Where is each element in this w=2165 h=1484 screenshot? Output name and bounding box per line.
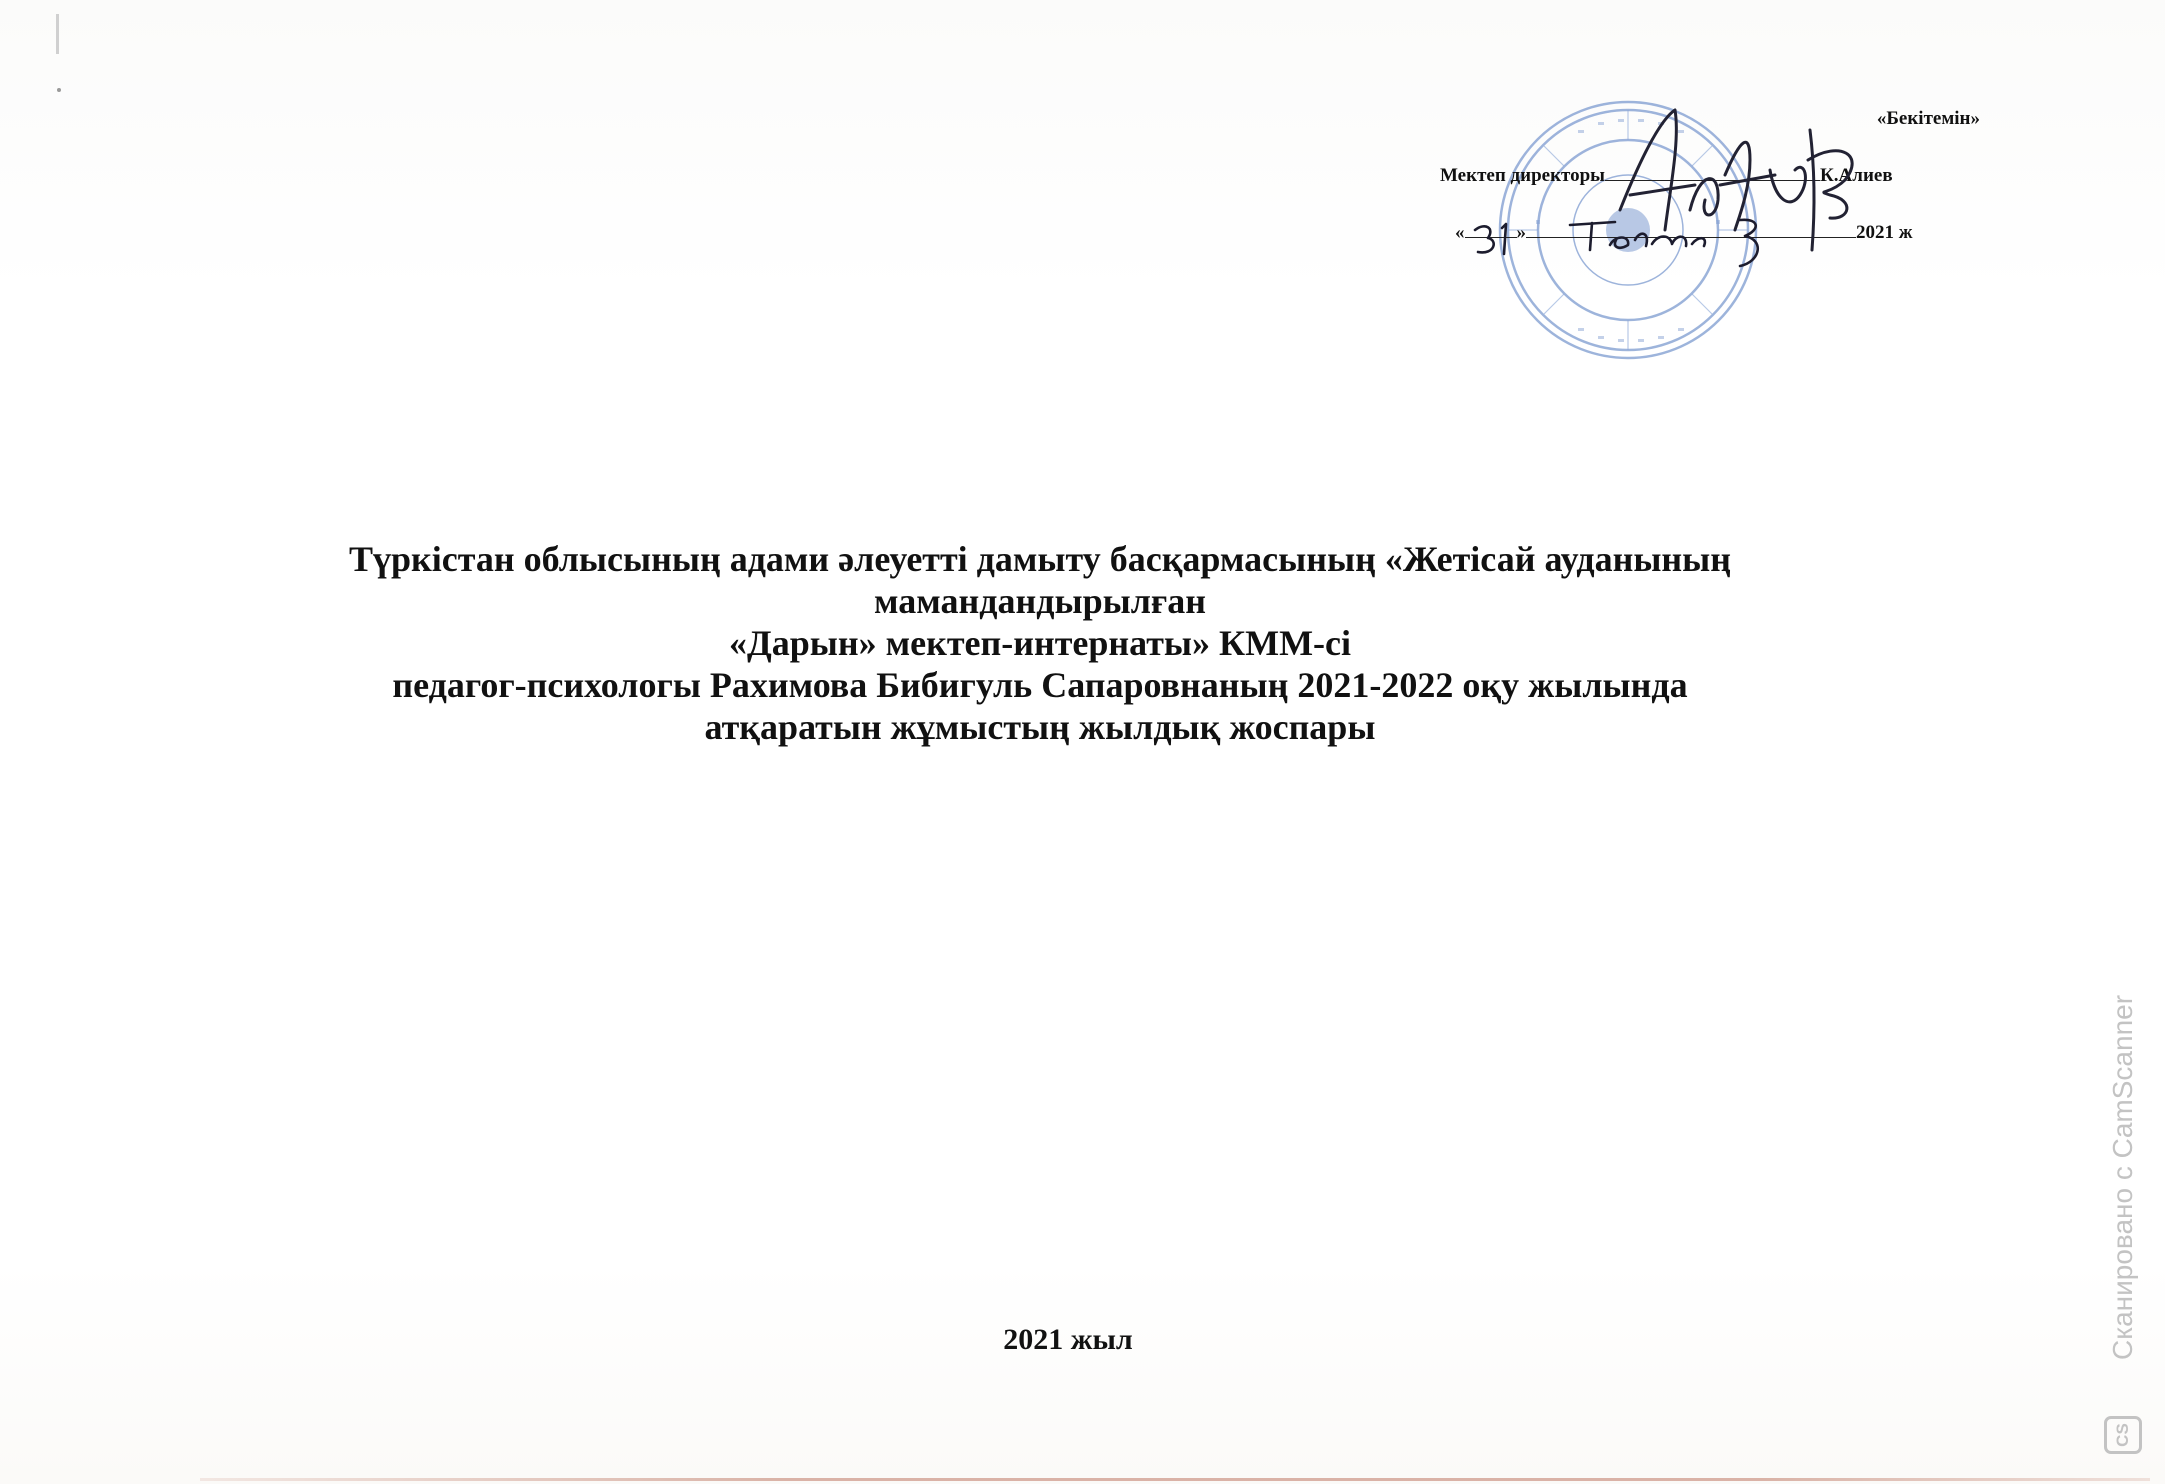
title-line-5: атқаратын жұмыстың жылдық жоспары bbox=[704, 707, 1376, 747]
scan-dust-dot bbox=[57, 88, 61, 92]
title-line-4: педагог-психологы Рахимова Бибигуль Сапаровнаның 2021-2022 оқу жылында bbox=[392, 665, 1688, 705]
bottom-edge-line bbox=[200, 1478, 2150, 1481]
document-year: 2021 жыл bbox=[1003, 1323, 1133, 1356]
camscanner-watermark bbox=[2092, 940, 2152, 1480]
document-title bbox=[120, 538, 1960, 748]
scan-edge-mark bbox=[56, 14, 59, 54]
title-line-1: Түркістан облысының адами әлеуетті дамыту басқармасының «Жетісай ауданының bbox=[348, 539, 1732, 579]
watermark-text: Сканировано с CamScanner bbox=[2107, 994, 2138, 1360]
date-close-quote: » bbox=[1516, 222, 1526, 243]
title-line-3: «Дарын» мектеп-интернаты» КММ-сі bbox=[728, 623, 1352, 663]
approval-year: 2021 ж bbox=[1856, 222, 1913, 243]
director-label: Мектеп директоры bbox=[1440, 165, 1606, 186]
director-name: К.Алиев bbox=[1820, 165, 1893, 186]
title-line-2: мамандандырылған bbox=[874, 581, 1206, 621]
date-open-quote: « bbox=[1455, 222, 1465, 243]
camscanner-logo-icon: CS bbox=[2104, 1416, 2142, 1454]
approval-title: «Бекітемін» bbox=[1876, 108, 1980, 129]
handwritten-date bbox=[1440, 200, 1780, 270]
